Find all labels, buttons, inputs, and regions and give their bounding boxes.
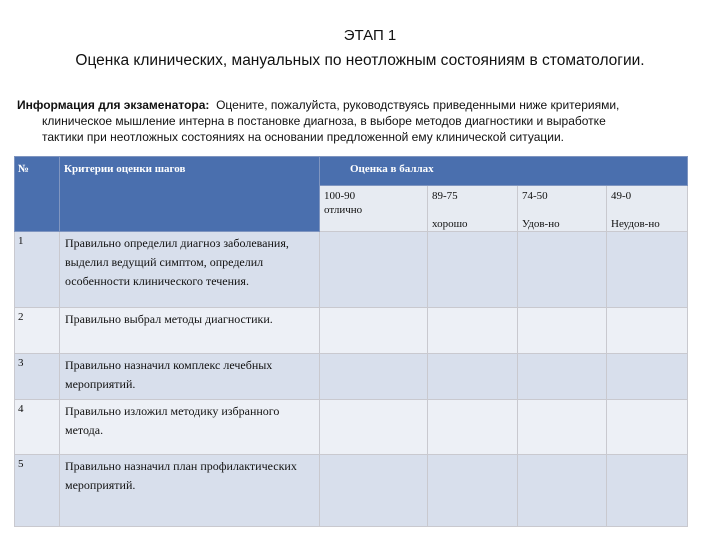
header-criteria: Критерии оценки шагов — [60, 157, 320, 232]
score-cell[interactable] — [428, 400, 518, 455]
row-criterion: Правильно изложил методику избранного метода. — [60, 400, 320, 455]
row-number: 4 — [15, 400, 60, 455]
stage-title: ЭТАП 1 — [343, 27, 397, 44]
score-cell[interactable] — [320, 232, 428, 308]
header-score: Оценка в баллах — [320, 157, 688, 186]
score-cell[interactable] — [428, 232, 518, 308]
examiner-info — [17, 97, 697, 145]
row-criterion: Правильно назначил комплекс лечебных мероприятий. — [60, 354, 320, 400]
grade-name: Неудов-но — [611, 218, 660, 230]
score-cell[interactable] — [428, 455, 518, 527]
table-row — [15, 354, 688, 400]
row-number: 3 — [15, 354, 60, 400]
info-label: Информация для экзаменатора: — [17, 98, 210, 112]
score-cell[interactable] — [518, 400, 607, 455]
criteria-table — [14, 156, 688, 527]
score-cell[interactable] — [518, 308, 607, 354]
score-cell[interactable] — [607, 232, 688, 308]
grade-excellent — [320, 186, 428, 232]
grade-satisfactory — [518, 186, 607, 232]
row-criterion: Правильно назначил план профилактических мероприятий. — [60, 455, 320, 527]
grade-range: 49-0 — [611, 190, 632, 202]
score-cell[interactable] — [607, 455, 688, 527]
score-cell[interactable] — [518, 455, 607, 527]
table-row — [15, 455, 688, 527]
row-number: 2 — [15, 308, 60, 354]
score-cell[interactable] — [607, 354, 688, 400]
row-criterion: Правильно выбрал методы диагностики. — [60, 308, 320, 354]
score-cell[interactable] — [428, 354, 518, 400]
table-row — [15, 308, 688, 354]
row-number: 1 — [15, 232, 60, 308]
score-cell[interactable] — [518, 354, 607, 400]
score-cell[interactable] — [320, 354, 428, 400]
row-number: 5 — [15, 455, 60, 527]
score-cell[interactable] — [607, 308, 688, 354]
document-title: Оценка клинических, мануальных по неотложным состояниям в стоматологии. — [75, 52, 645, 69]
grade-name: хорошо — [432, 218, 468, 230]
header-number: № — [15, 157, 60, 232]
info-text-2: клиническое мышление интерна в постановке диагноза, в выборе методов диагностики и выработке — [42, 114, 606, 128]
score-cell[interactable] — [428, 308, 518, 354]
score-cell[interactable] — [320, 308, 428, 354]
score-cell[interactable] — [607, 400, 688, 455]
grade-range: 74-50 — [522, 190, 548, 202]
grade-name: Удов-но — [522, 218, 560, 230]
row-criterion: Правильно определил диагноз заболевания, выделил ведущий симптом, определил особенности клинического течения. — [60, 232, 320, 308]
table-header-row — [15, 157, 688, 186]
grade-range: 89-75 — [432, 190, 458, 202]
grade-good — [428, 186, 518, 232]
grade-range: 100-90 — [324, 190, 356, 202]
score-cell[interactable] — [320, 400, 428, 455]
info-text-3: тактики при неотложных состояниях на основании предложенной ему клинической ситуации. — [42, 130, 564, 144]
info-first-line — [17, 97, 697, 113]
grade-unsatisfactory — [607, 186, 688, 232]
score-cell[interactable] — [320, 455, 428, 527]
info-text-1: Оцените, пожалуйста, руководствуясь приведенными ниже критериями, — [216, 98, 620, 112]
grade-name: отлично — [324, 204, 363, 216]
score-cell[interactable] — [518, 232, 607, 308]
table-row — [15, 400, 688, 455]
table-row — [15, 232, 688, 308]
